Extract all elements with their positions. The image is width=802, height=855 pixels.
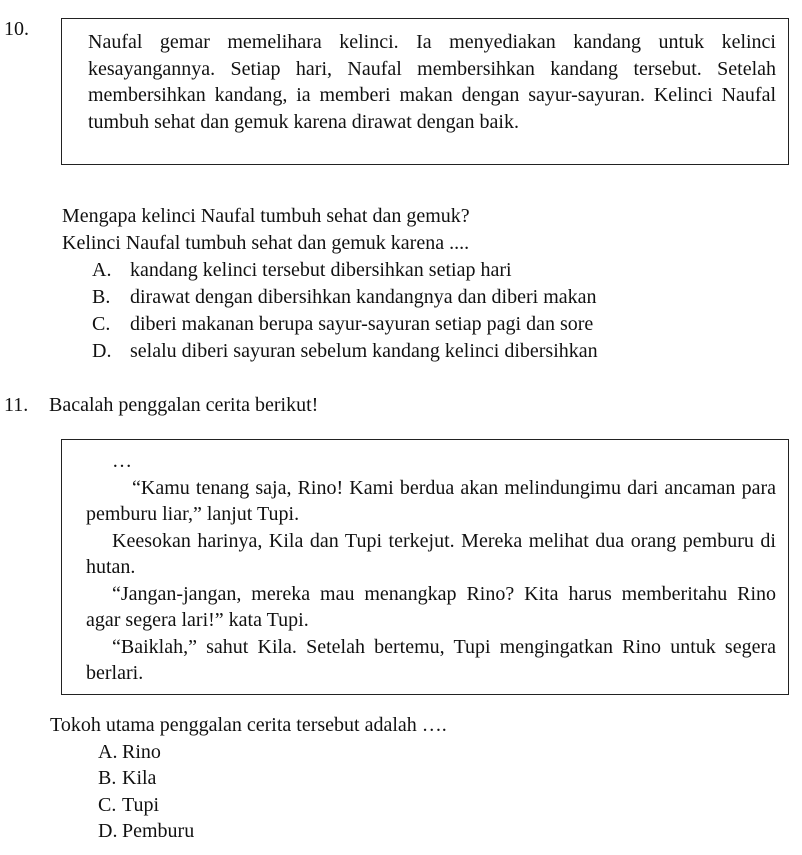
question-11-number: 11. <box>4 394 29 416</box>
question-10-option-d[interactable] <box>92 338 598 364</box>
option-text: kandang kelinci tersebut dibersihkan setiap hari <box>130 259 512 281</box>
option-text: Kila <box>122 767 157 789</box>
question-10-number: 10. <box>4 18 29 40</box>
question-10-passage: Naufal gemar memelihara kelinci. Ia menyediakan kandang untuk kelinci kesayangannya. Setiap hari, Naufal membersihkan kandang tersebut. Setelah membersihkan kandang, ia memberi makan dengan sayur-sayuran. Kelinci Naufal tumbuh sehat dan gemuk karena dirawat dengan baik. <box>88 31 776 133</box>
question-11-option-b[interactable] <box>98 765 156 791</box>
option-label: C. <box>92 313 111 335</box>
story-ellipsis: … <box>112 450 132 472</box>
option-text: selalu diberi sayuran sebelum kandang kelinci dibersihkan <box>130 340 598 362</box>
question-10-question: Mengapa kelinci Naufal tumbuh sehat dan gemuk? <box>62 205 470 227</box>
story-paragraph: Keesokan harinya, Kila dan Tupi terkejut. Mereka melihat dua orang pemburu di hutan. <box>86 529 776 578</box>
option-label: B. <box>98 767 117 789</box>
question-10-passage-box <box>61 18 789 165</box>
question-11-instruction: Bacalah penggalan cerita berikut! <box>49 394 319 416</box>
question-11-option-a[interactable] <box>98 739 161 765</box>
question-11-story-box <box>61 439 789 695</box>
question-10-stem: Kelinci Naufal tumbuh sehat dan gemuk karena .... <box>62 232 470 254</box>
question-10-option-c[interactable] <box>92 311 593 337</box>
question-10-option-a[interactable] <box>92 257 512 283</box>
question-11-option-c[interactable] <box>98 792 159 818</box>
option-text: diberi makanan berupa sayur-sayuran setiap pagi dan sore <box>130 313 594 335</box>
option-label: A. <box>98 741 118 763</box>
question-11-option-d[interactable] <box>98 818 194 844</box>
option-label: D. <box>92 340 112 362</box>
option-text: Pemburu <box>122 820 195 842</box>
option-label: D. <box>98 820 118 842</box>
option-text: dirawat dengan dibersihkan kandangnya dan diberi makan <box>130 286 597 308</box>
option-text: Tupi <box>122 794 160 816</box>
question-10-option-b[interactable] <box>92 284 597 310</box>
question-11-story <box>86 448 776 687</box>
question-11-question: Tokoh utama penggalan cerita tersebut adalah …. <box>50 714 447 736</box>
story-paragraph: “Jangan-jangan, mereka mau menangkap Rino? Kita harus memberitahu Rino agar segera lari!” kata Tupi. <box>86 582 776 631</box>
story-paragraph: “Kamu tenang saja, Rino! Kami berdua akan melindungimu dari ancaman para pemburu liar,” lanjut Tupi. <box>86 476 776 525</box>
option-text: Rino <box>122 741 161 763</box>
option-label: A. <box>92 259 112 281</box>
option-label: B. <box>92 286 111 308</box>
option-label: C. <box>98 794 117 816</box>
story-paragraph: “Baiklah,” sahut Kila. Setelah bertemu, Tupi mengingatkan Rino untuk segera berlari. <box>86 635 776 684</box>
